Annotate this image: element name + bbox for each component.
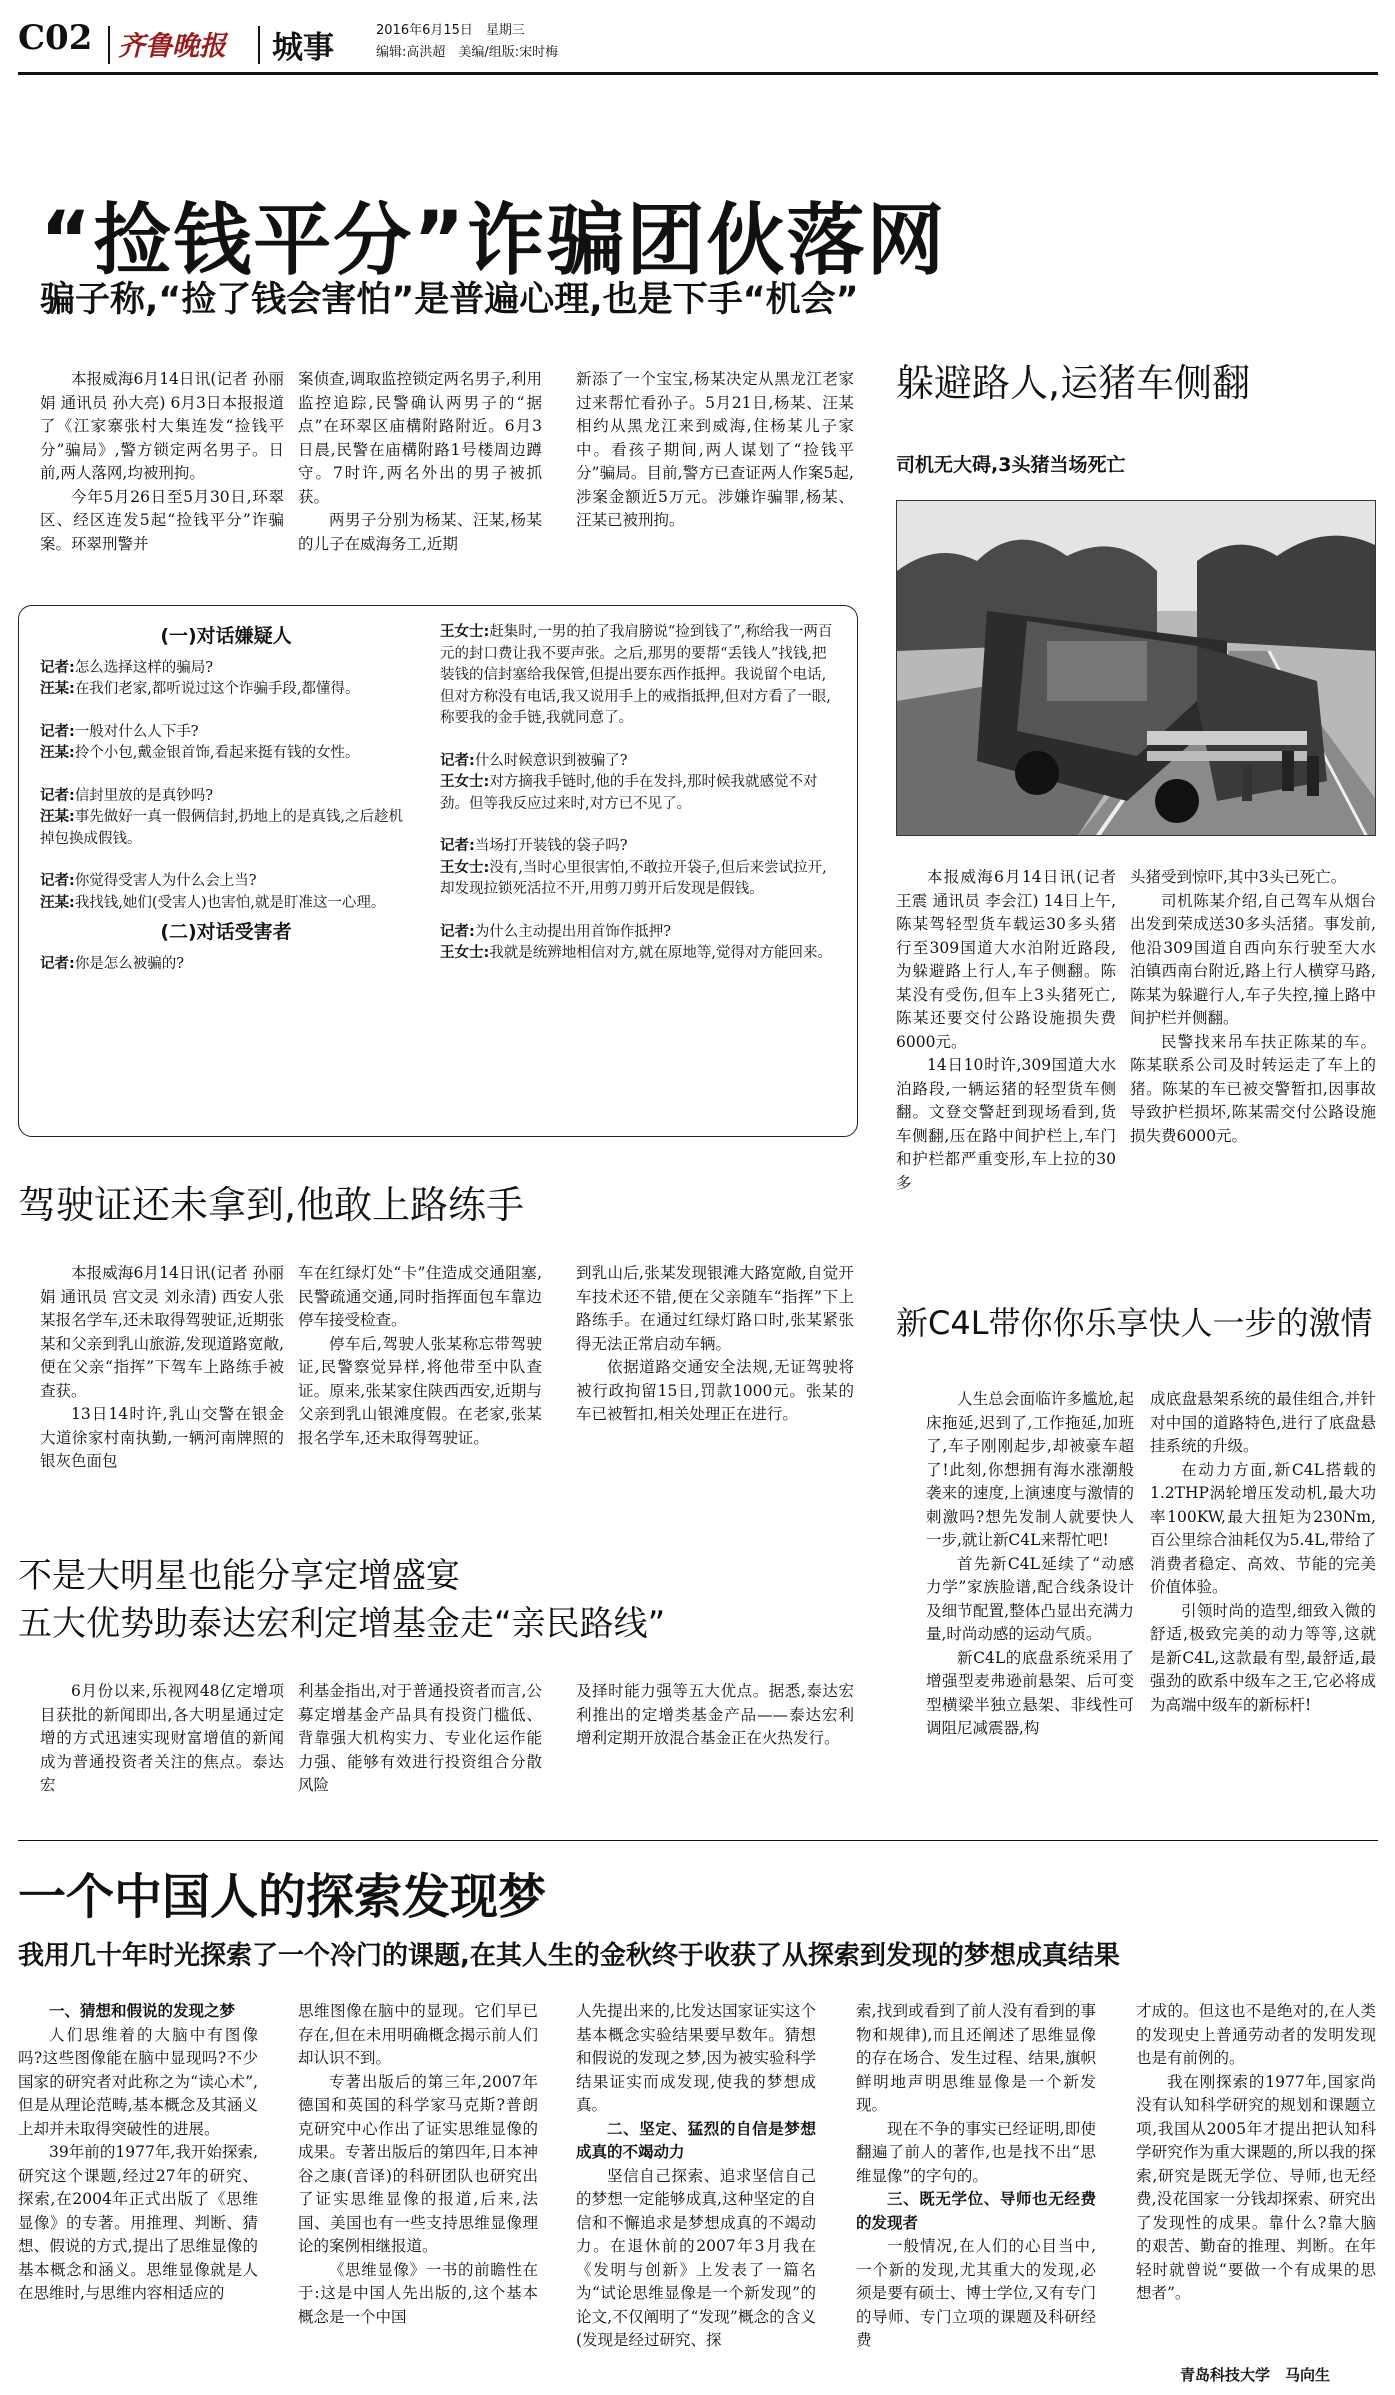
qa-block: 记者:当场打开装钱的袋子吗? 王女士:没有,当时心里很害怕,不敢拉开袋子,但后来尝试拉开,却发现拉锁死活拉不开,用剪刀剪开后发现是假钱。 (440, 838, 827, 897)
issue-date: 2016年6月15日 星期三 (376, 23, 525, 38)
paragraph: 引领时尚的造型,细致入微的舒适,极致完美的动力等等,这就是新C4L,这款最有型,最舒适,最强劲的欧系中级车之王,它必将成为高端中级车的新标杆! (1150, 1601, 1376, 1714)
paragraph: 6月份以来,乐视网48亿定增项目获批的新闻即出,各大明星通过定增的方式迅速实现财富增值的新闻成为普通投资者关注的焦点。泰达宏 (40, 1682, 284, 1794)
paragraph: 本报威海6月14日讯(记者 王震 通讯员 李会江) 14日上午,陈某驾轻型货车载运30多头猪行至309国道大水泊附近路段,为躲避路上行人,车子侧翻。陈某没有受伤,但车上3头猪死亡,陈某还要交付公路设施损失费6000元。 (896, 868, 1116, 1051)
paragraph: 新C4L的底盘系统采用了增强型麦弗逊前悬架、后可变型横梁半独立悬架、非线性可调阻尼减震器,构 (926, 1648, 1134, 1737)
license-story-column-2 (298, 1262, 542, 1474)
paragraph: 今年5月26日至5月30日,环翠区、经区连发5起“捡钱平分”诈骗案。环翠刑警并 (40, 487, 284, 553)
paragraph: 停车后,驾驶人张某称忘带驾驶证,民警察觉异样,将他带至中队查证。原来,张某家住陕西西安,近期与父亲到乳山银滩度假。在老家,张某报名学车,还未取得驾驶证。 (298, 1334, 542, 1447)
page-number: C02 (18, 18, 93, 58)
paragraph: 在动力方面,新C4L搭载的1.2THP涡轮增压发动机,最大功率100KW,最大扭矩为230Nm,百公里综合油耗仅为5.4L,带给了消费者稳定、高效、节能的完美价值体验。 (1150, 1460, 1376, 1596)
lead-subheadline: 骗子称,“捡了钱会害怕”是普遍心理,也是下手“机会” (40, 280, 859, 320)
paragraph: 及择时能力强等五大优点。据悉,泰达宏利推出的定增类基金产品——泰达宏利增利定期开放混合基金正在火热发行。 (576, 1682, 854, 1747)
paragraph: 坚信自己探索、追求坚信自己的梦想一定能够成真,这种坚定的自信和不懈追求是梦想成真的不竭动力。在退休前的2007年3月我在《发明与创新》上发表了一篇名为“试论思维显像是一个新发现”的论文,不仅阐明了“发现”概念的含义(发现是经过研究、探 (576, 2166, 816, 2349)
header-divider (258, 26, 260, 64)
paragraph: 案侦查,调取监控锁定两名男子,利用监控追踪,民警确认两男子的“据点”在环翠区庙構附路附近。6月3日晨,民警在庙構附路1号楼周边蹲守。7时许,两名外出的男子被抓获。 (298, 370, 542, 506)
newspaper-logo: 齐鲁晚报 (118, 31, 226, 62)
license-story-column-3 (576, 1262, 854, 1474)
dialog-left-column (40, 622, 412, 1128)
accident-photo (896, 500, 1376, 836)
overturned-truck-image (897, 501, 1376, 836)
paragraph: 本报威海6月14日讯(记者 孙丽娟 通讯员 宫文灵 刘永清) 西安人张某报名学车,还未取得驾驶证,近期张某和父亲到乳山旅游,发现道路宽敞,便在父亲“指挥”下驾车上路练手被查获。 (40, 1264, 284, 1400)
paragraph: 新添了一个宝宝,杨某决定从黑龙江老家过来帮忙看孙子。5月21日,杨某、汪某相约从黑龙江来到威海,住杨某儿子家中。看孩子期间,两人谋划了“捡钱平分”骗局。目前,警方已查证两人作案5起,涉案金额近5万元。涉嫌诈骗罪,杨某、汪某已被刑拘。 (576, 370, 854, 529)
lead-headline: “捡钱平分”诈骗团伙落网 (40, 196, 947, 286)
pig-story-column-1 (896, 866, 1116, 1236)
dream-column-2 (298, 2000, 538, 2390)
paragraph: 39年前的1977年,我开始探索,研究这个课题,经过27年的研究、探索,在2004年正式出版了《思维显像》的专著。用推理、判断、猜想、假说的方式,提出了思维显像的基本概念和涵义。思维显像就是人在思维时,与思维内容相适应的 (18, 2143, 258, 2302)
section-heading: 一、猜想和假说的发现之梦 (49, 2002, 236, 2020)
qa-block: 记者:什么时候意识到被骗了? 王女士:对方摘我手链时,他的手在发抖,那时候我就感觉不对劲。但等我反应过来时,对方已不见了。 (440, 752, 818, 812)
car-story-column-2 (1150, 1388, 1376, 1828)
fund-story-column-1 (40, 1680, 284, 1820)
section-heading: 二、坚定、猛烈的自信是梦想成真的不竭动力 (576, 2119, 816, 2161)
paragraph: 14日10时许,309国道大水泊路段,一辆运猪的轻型货车侧翻。文登交警赶到现场看到,货车侧翻,压在路中间护栏上,车门和护栏都严重变形,车上拉的30多 (896, 1056, 1116, 1192)
section-rule (18, 1840, 1378, 1841)
dream-story-subheadline: 我用几十年时光探索了一个冷门的课题,在其人生的金秋终于收获了从探索到发现的梦想成真结果 (18, 1941, 1120, 1971)
dream-column-3 (576, 2000, 816, 2390)
qa-block: 记者:你觉得受害人为什么会上当? 汪某:我找钱,她们(受害人)也害怕,就是盯准这一心理。 (40, 873, 386, 911)
dialog-heading: (一)对话嫌疑人 (160, 625, 292, 647)
author-byline: 青岛科技大学 马向生 (1180, 2366, 1331, 2384)
paragraph: 车在红绿灯处“卡”住造成交通阻塞,民警疏通交通,同时指挥面包车靠边停车接受检查。 (298, 1264, 542, 1329)
section-heading: 三、既无学位、导师也无经费的发现者 (856, 2190, 1096, 2232)
qa-block: 记者:为什么主动提出用首饰作抵押? 王女士:我就是统辨地相信对方,就在原地等,觉得对方能回来。 (440, 923, 833, 961)
paragraph: 人先提出来的,比发达国家证实这个基本概念实验结果要早数年。猜想和假说的发现之梦,因为被实验科学结果证实而成发现,使我的梦想成真。 (576, 2002, 816, 2114)
paragraph: 到乳山后,张某发现银滩大路宽敞,自觉开车技术还不错,便在父亲随车“指挥”下上路练手。在通过红绿灯路口时,张某紧张得无法正常启动车辆。 (576, 1264, 854, 1353)
pig-story-column-2 (1130, 866, 1376, 1236)
editor-credits: 编辑:高洪超 美编/组版:宋时梅 (376, 45, 559, 60)
paragraph: 利基金指出,对于普通投资者而言,公募定增基金产品具有投资门槛低、背靠强大机构实力、专业化运作能力强、能够有效进行投资组合分散风险 (298, 1682, 542, 1794)
paragraph: 本报威海6月14日讯(记者 孙丽娟 通讯员 孙大亮) 6月3日本报报道了《江家寨张村大集连发“捡钱平分”骗局》,警方锁定两名男子。日前,两人落网,均被刑拘。 (40, 370, 284, 482)
paragraph: 专著出版后的第三年,2007年德国和英国的科学家马克斯?普朗克研究中心作出了证实思维显像的成果。专著出版后的第四年,日本神谷之康(音译)的科研团队也研究出了证实思维显像的报道,后来,法国、美国也有一些支持思维显像理论的案例相继报道。 (298, 2072, 538, 2255)
qa-block: 记者:怎么选择这样的骗局? 汪某:在我们老家,都听说过这个诈骗手段,都懂得。 (40, 659, 360, 697)
paragraph: 首先新C4L延续了“动感力学”家族脸谱,配合线条设计及细节配置,整体凸显出充满力量,时尚动感的运动气质。 (926, 1554, 1134, 1643)
license-story-headline: 驾驶证还未拿到,他敢上路练手 (18, 1183, 525, 1227)
paragraph: 依据道路交通安全法规,无证驾驶将被行政拘留15日,罚款1000元。张某的车已被暂扣,相关处理正在进行。 (576, 1358, 854, 1423)
dream-column-1 (18, 2000, 258, 2390)
lead-column-3 (576, 368, 854, 580)
license-story-column-1 (40, 1262, 284, 1474)
paragraph: 现在不争的事实已经证明,即使翻遍了前人的著作,也是找不出“思维显像”的字句的。 (856, 2119, 1096, 2185)
lead-column-1 (40, 368, 284, 580)
car-story-headline: 新C4L带你你乐享快人一步的激情 (896, 1304, 1373, 1342)
paragraph: 思维图像在脑中的显现。它们早已存在,但在未用明确概念揭示前人们却认识不到。 (298, 2002, 538, 2067)
pig-story-subheadline: 司机无大碍,3头猪当场死亡 (896, 454, 1126, 476)
dialog-heading: (二)对话受害者 (160, 921, 292, 943)
qa-block: 记者:信封里放的是真钞吗? 汪某:事先做好一真一假俩信封,扔地上的是真钱,之后趁机掉包换成假钱。 (40, 787, 404, 847)
qa-block: 记者:一般对什么人下手? 汪某:拎个小包,戴金银首饰,看起来挺有钱的女性。 (40, 723, 360, 761)
paragraph: 头猪受到惊吓,其中3头已死亡。 (1130, 868, 1347, 886)
qa-block: 记者:你是怎么被骗的? (40, 955, 185, 972)
fund-story-column-3 (576, 1680, 854, 1820)
section-name: 城事 (272, 30, 334, 66)
pig-story-headline: 躲避路人,运猪车侧翻 (896, 361, 1251, 405)
car-story-column-1 (926, 1388, 1134, 1828)
paragraph: 《思维显像》一书的前瞻性在于:这是中国人先出版的,这个基本概念是一个中国 (298, 2260, 538, 2326)
fund-story-headline-1: 不是大明星也能分享定增盛宴 (18, 1556, 460, 1596)
dream-column-4 (856, 2000, 1096, 2390)
paragraph: 13日14时许,乳山交警在银金大道徐家村南执勤,一辆河南牌照的银灰色面包 (40, 1405, 284, 1470)
paragraph: 民警找来吊车扶正陈某的车。陈某联系公司及时转运走了车上的猪。陈某的车已被交警暂扣,因事故导致护栏损坏,陈某需交付公路设施损失费6000元。 (1130, 1032, 1376, 1145)
dialog-right-column (440, 622, 840, 1128)
paragraph: 才成的。但这也不是绝对的,在人类的发现史上普通劳动者的发明发现也是有前例的。 (1136, 2002, 1376, 2067)
dream-story-headline: 一个中国人的探索发现梦 (18, 1869, 547, 1925)
header-rule (18, 72, 1378, 75)
paragraph: 人生总会面临许多尴尬,起床拖延,迟到了,工作拖延,加班了,车子刚刚起步,却被豪车超了!此刻,你想拥有海水涨潮般袭来的速度,上演速度与激情的刺激吗?想先发制人就要快人一步,就让新C4L来帮忙吧! (926, 1390, 1134, 1549)
fund-story-headline-2: 五大优势助泰达宏利定增基金走“亲民路线” (18, 1604, 666, 1644)
paragraph: 一般情况,在人们的心目当中,一个新的发现,尤其重大的发现,必须是要有硕士、博士学位,又有专门的导师、专门立项的课题及科研经费 (856, 2237, 1096, 2349)
paragraph: 我在刚探索的1977年,国家尚没有认知科学研究的规划和课题立项,我国从2005年才提出把认知科学研究作为重大课题的,所以我的探索,研究是既无学位、导师,也无经费,没花国家一分钱却探索、研究出了发现性的成果。靠什么?靠大脑的艰苦、勤奋的推理、判断。在年轻时就曾说“要做一个有成果的思想者”。 (1136, 2072, 1376, 2302)
header-divider (108, 26, 110, 64)
qa-block: 王女士:赶集时,一男的拍了我肩膀说“捡到钱了”,称给我一两百元的封口费让我不要声张。之后,那男的要帮“丢钱人”找钱,把装钱的信封塞给我保管,但提出要东西作抵押。我说留个电话,但对方称没有电话,我又说用手上的戒指抵押,但对方看了一眼,称要我的金手链,我就同意了。 (440, 624, 833, 726)
paragraph: 两男子分别为杨某、汪某,杨某的儿子在威海务工,近期 (298, 511, 542, 553)
paragraph: 索,找到或看到了前人没有看到的事物和规律),而且还阐述了思维显像的存在场合、发生过程、结果,旗帜鲜明地声明思维显像是一个新发现。 (856, 2002, 1096, 2114)
dream-column-5 (1136, 2000, 1376, 2364)
paragraph: 人们思维着的大脑中有图像吗?这些图像能在脑中显现吗?不少国家的研究者对此称之为“读心术”,但是从理论范畴,基本概念及其涵义上却并未取得突破性的进展。 (18, 2025, 258, 2138)
paragraph: 成底盘悬架系统的最佳组合,并针对中国的道路特色,进行了底盘悬挂系统的升级。 (1150, 1390, 1376, 1455)
fund-story-column-2 (298, 1680, 542, 1820)
lead-column-2 (298, 368, 542, 580)
paragraph: 司机陈某介绍,自己驾车从烟台出发到荣成送30多头活猪。事发前,他沿309国道自西向东行驶至大水泊镇西南台附近,路上行人横穿马路,陈某为躲避行人,车子失控,撞上路中间护栏并侧翻。 (1130, 891, 1376, 1027)
